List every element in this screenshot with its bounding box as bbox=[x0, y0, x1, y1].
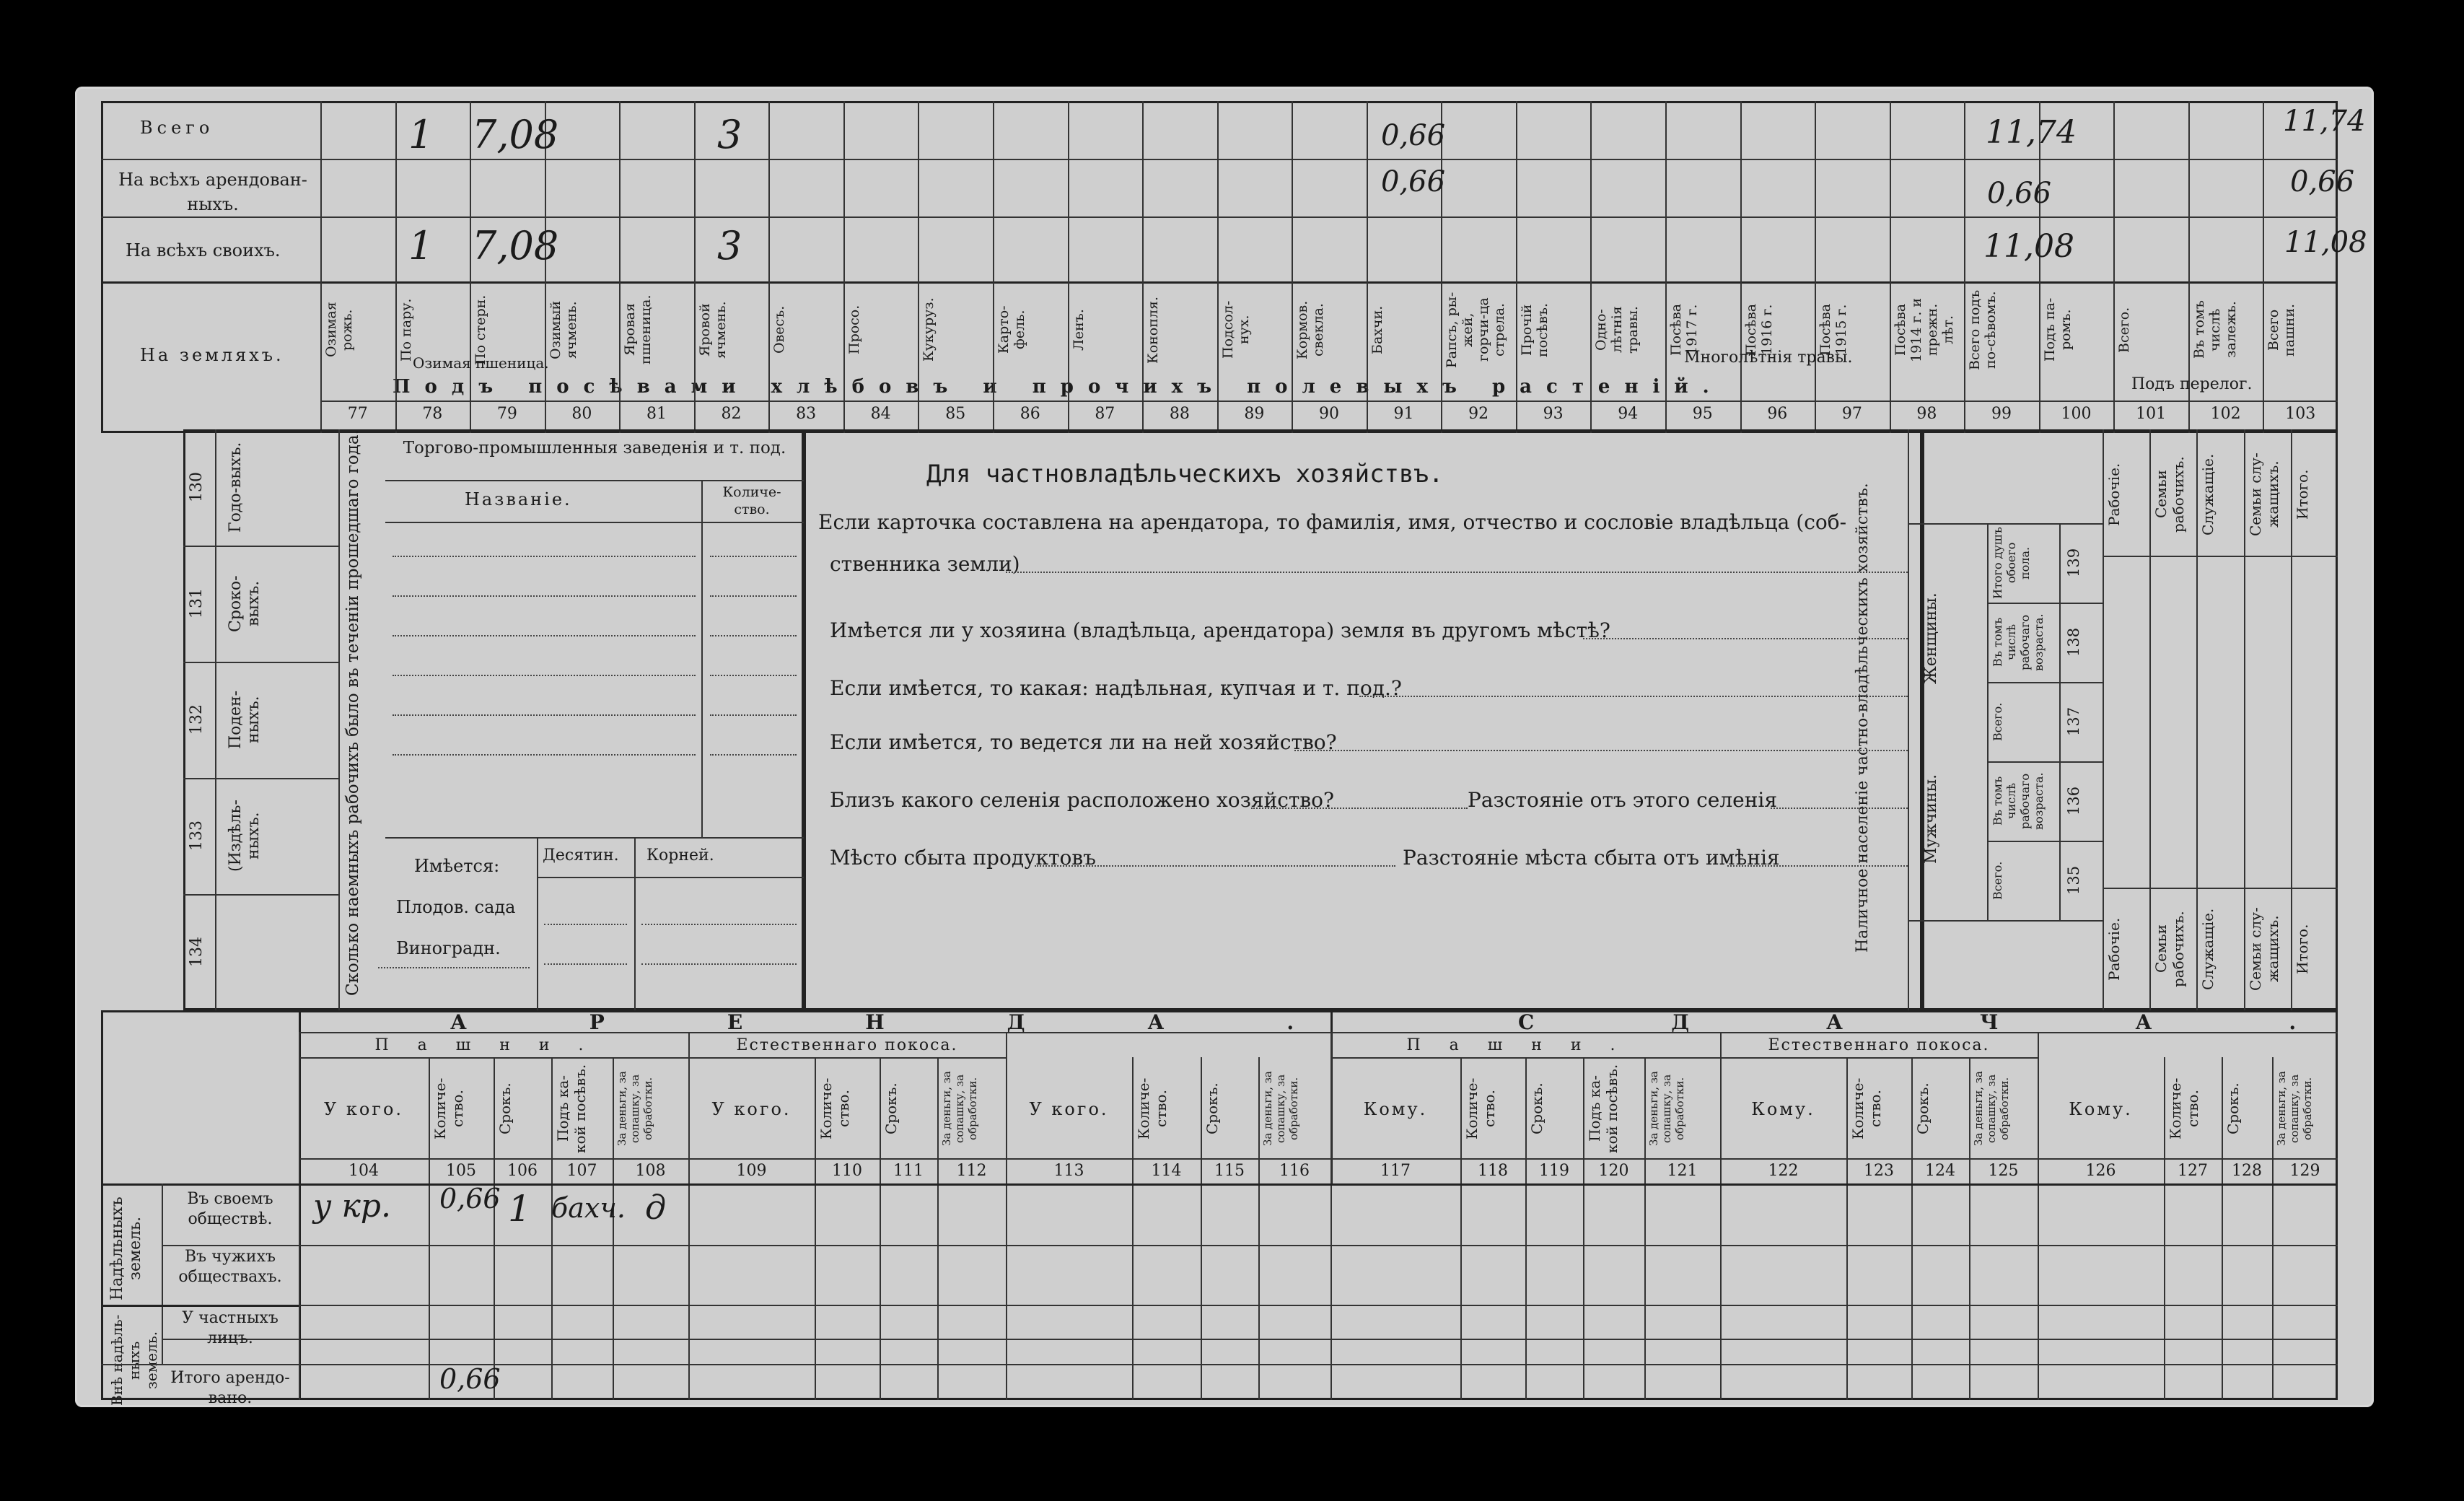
mid-right-line-b bbox=[2103, 888, 2338, 889]
hw-rented-91: 0,66 bbox=[1381, 165, 1446, 198]
hw-posev: бахч. bbox=[551, 1192, 626, 1224]
top-col-header: Всего подъ по-сѣвомъ. bbox=[1967, 289, 1999, 370]
bottom-row-line bbox=[162, 1339, 2338, 1340]
women-label: Женщины. bbox=[1922, 592, 1940, 685]
top-col-number: 88 bbox=[1169, 405, 1190, 423]
bottom-col-header: Количе-ство. bbox=[1849, 1077, 1884, 1139]
hw-kolvo: 0,66 bbox=[439, 1183, 501, 1215]
top-col-line bbox=[1516, 101, 1517, 433]
top-col-number: 100 bbox=[2061, 405, 2092, 423]
row-label-rented: На всѣхъ арендован-ныхъ. bbox=[118, 170, 307, 214]
top-col-line bbox=[768, 101, 770, 433]
top-col-number: 91 bbox=[1393, 405, 1414, 423]
top-col-number: 92 bbox=[1468, 405, 1489, 423]
bottom-col-number: 123 bbox=[1864, 1162, 1894, 1180]
bottom-col-number: 122 bbox=[1768, 1162, 1799, 1180]
bottom-group-title: Естественнаго покоса. bbox=[1768, 1036, 1990, 1054]
has-label: Имѣется: bbox=[414, 856, 500, 876]
bottom-col-header: Срокъ. bbox=[1203, 1082, 1221, 1134]
top-col-number: 78 bbox=[422, 405, 443, 423]
bottom-col-number: 114 bbox=[1151, 1162, 1182, 1180]
private-line-1: Если карточка составлена на арендатора, то фамилія, имя, отчество и сословіе владѣльца (соб- bbox=[818, 510, 1847, 534]
hw-own-99: 11,08 bbox=[1983, 228, 2074, 265]
top-col-number: 90 bbox=[1318, 405, 1339, 423]
private-title: Для частновладѣльческихъ хозяйствъ. bbox=[926, 460, 1444, 489]
bottom-group-title: Пашни. bbox=[374, 1036, 613, 1054]
bottom-col-line bbox=[1201, 1057, 1202, 1400]
bottom-col-number: 118 bbox=[1478, 1162, 1508, 1180]
top-col-number: 86 bbox=[1020, 405, 1040, 423]
top-col-header: Бахчи. bbox=[1369, 305, 1385, 354]
private-line-4: Если имѣется, то какая: надѣльная, купчая и т. под.? bbox=[830, 676, 1402, 700]
top-col-line bbox=[619, 101, 621, 433]
top-col-line bbox=[1142, 101, 1144, 433]
bottom-col-header: Срокъ. bbox=[1914, 1082, 1932, 1134]
top-col-number: 84 bbox=[870, 405, 891, 423]
row-group-vne: Внѣ надѣль-ныхъ земель. bbox=[108, 1314, 160, 1406]
top-col-number: 98 bbox=[1916, 405, 1937, 423]
pop-number: 135 bbox=[2065, 865, 2082, 896]
pop-split-b bbox=[2059, 523, 2061, 920]
mid-right-top-label: Итого. bbox=[2293, 469, 2311, 520]
top-col-header: Въ томъ числѣ залежь. bbox=[2191, 300, 2239, 359]
bottom-col-number: 108 bbox=[635, 1162, 666, 1180]
bottom-col-header: У кого. bbox=[323, 1099, 404, 1119]
pop-label: Всего. bbox=[1991, 702, 2004, 741]
mnogolet-label: Многолѣтнія травы. bbox=[1684, 349, 1853, 367]
sown-band-title: Подъ посѣвами хлѣбовъ и прочихъ полевыхъ растеній. bbox=[393, 376, 1724, 398]
bottom-col-line bbox=[1525, 1057, 1527, 1400]
pop-label: Всего. bbox=[1991, 861, 2004, 900]
top-col-header: Конопля. bbox=[1145, 296, 1162, 364]
mid-right-top-label: Семьи слу-жащихъ. bbox=[2246, 452, 2281, 536]
bottom-col-header: Количе-ство. bbox=[1463, 1077, 1498, 1139]
bottom-col-number: 124 bbox=[1925, 1162, 1955, 1180]
row-other-society: Въ чужихъ обществахъ. bbox=[178, 1248, 282, 1286]
mid-left-number: 130 bbox=[188, 472, 206, 503]
row-group-nadel: Надѣльныхъ земель. bbox=[108, 1196, 144, 1300]
bottom-col-number: 127 bbox=[2178, 1162, 2208, 1180]
roots-header: Корней. bbox=[646, 846, 714, 865]
mid-right-bottom-label: Семьи слу-жащихъ. bbox=[2246, 907, 2281, 991]
private-line-7: Разстояніе отъ этого селенія bbox=[1468, 788, 1777, 812]
top-col-number: 95 bbox=[1692, 405, 1713, 423]
bottom-col-header: За деньги, за сопашку, за обработки. bbox=[615, 1071, 654, 1146]
bottom-col-number: 105 bbox=[446, 1162, 476, 1180]
top-col-header: Подъ па-ромъ. bbox=[2041, 297, 2074, 362]
hw-total-91: 0,66 bbox=[1381, 119, 1446, 152]
top-col-header: Посѣва 1917 г. bbox=[1668, 303, 1700, 356]
bottom-col-header: Количе-ство. bbox=[2167, 1077, 2201, 1139]
top-col-header: Одно-лѣтнія травы. bbox=[1593, 306, 1641, 354]
pop-row-line bbox=[1987, 841, 2103, 842]
mid-right-bottom-label: Семьи рабочихъ. bbox=[2152, 911, 2188, 987]
pop-number: 139 bbox=[2065, 548, 2082, 578]
hw-own-82: 3 bbox=[717, 223, 742, 268]
bottom-col-line bbox=[880, 1057, 881, 1400]
bottom-col-line bbox=[1132, 1057, 1134, 1400]
private-line-8: Мѣсто сбыта продуктовъ bbox=[830, 846, 1096, 870]
mid-right-col-line bbox=[2196, 429, 2198, 1010]
top-col-number: 87 bbox=[1095, 405, 1115, 423]
top-col-line bbox=[1068, 101, 1069, 433]
top-col-header: Посѣва 1914 г. и прежн. лѣт. bbox=[1892, 297, 1956, 362]
top-col-number: 96 bbox=[1767, 405, 1788, 423]
bottom-col-line bbox=[1583, 1057, 1584, 1400]
hw-rented-99: 0,66 bbox=[1987, 177, 2052, 210]
bottom-col-header: Срокъ. bbox=[882, 1082, 900, 1134]
top-col-header: Яровой ячмень. bbox=[696, 301, 729, 359]
mid-left-number: 134 bbox=[188, 937, 206, 968]
garden-label: Плодов. сада bbox=[396, 897, 516, 917]
mid-right-top-label: Семьи рабочихъ. bbox=[2152, 456, 2188, 533]
mid-left-row-line bbox=[183, 894, 338, 896]
row-total-rented: Итого арендо-вано. bbox=[170, 1369, 290, 1407]
mid-right-col-line bbox=[2291, 429, 2292, 1010]
bottom-col-number: 119 bbox=[1539, 1162, 1569, 1180]
bottom-col-line bbox=[1969, 1057, 1970, 1400]
private-line-2: ственника земли) bbox=[830, 552, 1020, 576]
top-col-number: 77 bbox=[347, 405, 368, 423]
bottom-col-number: 121 bbox=[1667, 1162, 1698, 1180]
top-col-header: Кормов. свекла. bbox=[1294, 300, 1327, 359]
bottom-col-number: 104 bbox=[348, 1162, 379, 1180]
trade-qty-header: Количе-ство. bbox=[722, 484, 781, 517]
top-col-header: Ленъ. bbox=[1070, 309, 1087, 351]
top-col-line bbox=[1740, 101, 1742, 433]
top-col-line bbox=[1292, 101, 1293, 433]
bottom-col-header: Количе-ство. bbox=[817, 1077, 852, 1139]
top-col-header: Всего пашни. bbox=[2266, 303, 2298, 356]
pop-number: 138 bbox=[2065, 627, 2082, 657]
ozimaya-pshenitsa-label: Озимая пшеница. bbox=[413, 354, 549, 372]
pop-row-line bbox=[1987, 682, 2103, 683]
top-col-line bbox=[2113, 101, 2115, 433]
bottom-col-header: Срокъ. bbox=[1528, 1082, 1546, 1134]
bottom-col-line bbox=[937, 1057, 939, 1400]
bottom-col-number: 111 bbox=[893, 1162, 924, 1180]
population-title: Наличное населеніе частно-владѣльческихъ хозяйствъ. bbox=[1854, 483, 1872, 953]
arenda-title: АРЕНДА. bbox=[450, 1010, 1417, 1034]
top-col-line bbox=[1590, 101, 1592, 433]
bottom-col-number: 109 bbox=[736, 1162, 767, 1180]
bottom-row-line bbox=[162, 1245, 2338, 1246]
top-col-number: 79 bbox=[496, 405, 517, 423]
private-line-5: Если имѣется, то ведется ли на ней хозяйство? bbox=[830, 730, 1337, 754]
bottom-col-header: Кому. bbox=[1751, 1099, 1815, 1119]
bottom-col-number: 107 bbox=[566, 1162, 597, 1180]
bottom-group-line bbox=[688, 1032, 690, 1400]
hired-workers-note: Сколько наемныхъ рабочихъ было въ теченіи прошедшаго года. bbox=[343, 429, 362, 996]
top-col-line bbox=[694, 101, 696, 433]
mid-right-bottom-label: Служащіе. bbox=[2199, 908, 2217, 990]
hw-total-79: 7,08 bbox=[472, 112, 559, 157]
top-col-line bbox=[1217, 101, 1219, 433]
bottom-col-line bbox=[1911, 1057, 1913, 1400]
bottom-col-header: За деньги, за сопашку, за обработки. bbox=[1972, 1071, 2011, 1146]
private-line-9: Разстояніе мѣста сбыта отъ имѣнія bbox=[1403, 846, 1780, 870]
pop-number: 137 bbox=[2065, 706, 2082, 737]
bottom-col-number: 106 bbox=[507, 1162, 538, 1180]
top-col-number: 85 bbox=[945, 405, 966, 423]
top-col-line bbox=[1964, 101, 1965, 433]
bottom-col-number: 115 bbox=[1214, 1162, 1245, 1180]
hw-za: д bbox=[645, 1188, 667, 1227]
top-col-line bbox=[1665, 101, 1667, 433]
hw-total-103: 11,74 bbox=[2283, 105, 2366, 138]
mid-right-bottom-label: Рабочіе. bbox=[2105, 917, 2123, 981]
mid-right-col-line bbox=[2149, 429, 2151, 1010]
pop-edge bbox=[2103, 429, 2104, 1010]
hw-own-79: 7,08 bbox=[472, 223, 559, 268]
top-col-number: 99 bbox=[1991, 405, 2012, 423]
bottom-col-line bbox=[494, 1057, 495, 1400]
pop-label: Итого душъ обоего пола. bbox=[1991, 527, 2032, 599]
private-line-6: Близъ какого селенія расположено хозяйство? bbox=[830, 788, 1335, 812]
mid-left-label: (Издѣль-ныхъ. bbox=[227, 800, 263, 872]
top-col-line bbox=[1815, 101, 1816, 433]
row-label-own: На всѣхъ своихъ. bbox=[126, 240, 281, 261]
mid-left-number: 131 bbox=[188, 588, 206, 619]
trade-title: Торгово-промышленныя заведенія и т. под. bbox=[403, 439, 786, 458]
bottom-group-title: Естественнаго покоса. bbox=[736, 1036, 958, 1054]
hw-rented-103: 0,66 bbox=[2290, 165, 2355, 198]
bottom-col-line bbox=[1644, 1057, 1646, 1400]
mid-left-label: Поден-ныхъ. bbox=[227, 690, 263, 750]
top-col-header: Просо. bbox=[846, 305, 862, 355]
top-col-line bbox=[843, 101, 845, 433]
top-col-line bbox=[395, 101, 397, 433]
pop-row-line bbox=[1987, 603, 2103, 604]
top-col-line bbox=[918, 101, 919, 433]
top-col-header: Карто-фель. bbox=[996, 305, 1027, 354]
bottom-col-header: Подъ ка-кой посѣвъ. bbox=[554, 1064, 589, 1153]
bottom-col-line bbox=[551, 1057, 553, 1400]
pop-top-line bbox=[1908, 523, 2103, 525]
bottom-col-number: 120 bbox=[1598, 1162, 1629, 1180]
top-col-number: 80 bbox=[571, 405, 592, 423]
bottom-col-header: Количе-ство. bbox=[431, 1077, 466, 1139]
row-label-lands: На земляхъ. bbox=[140, 345, 284, 365]
bottom-col-number: 112 bbox=[956, 1162, 987, 1180]
top-col-header: Рапсъ, ры-жей, горчи-ца стрела. bbox=[1444, 292, 1508, 368]
pop-number: 136 bbox=[2065, 786, 2082, 816]
pop-label: Въ томъ числѣ рабочаго возраста. bbox=[1991, 613, 2046, 671]
top-col-line bbox=[1367, 101, 1368, 433]
top-col-number: 101 bbox=[2136, 405, 2167, 423]
top-col-line bbox=[2039, 101, 2040, 433]
bottom-col-line bbox=[1258, 1057, 1260, 1400]
bottom-group-underline bbox=[688, 1057, 1006, 1059]
bottom-col-header: За деньги, за сопашку, за обработки. bbox=[1261, 1071, 1300, 1146]
top-col-header: Озимая рожь. bbox=[323, 302, 355, 358]
mid-right-top-label: Рабочіе. bbox=[2105, 463, 2123, 526]
bottom-group-line bbox=[1330, 1032, 1332, 1400]
mid-left-label: Годо-выхъ. bbox=[227, 442, 245, 533]
mid-right-bottom-label: Итого. bbox=[2293, 924, 2311, 974]
top-col-line bbox=[2263, 101, 2264, 433]
top-col-number: 94 bbox=[1618, 405, 1639, 423]
pop-bottom-line bbox=[1908, 920, 2103, 922]
bottom-col-number: 110 bbox=[832, 1162, 862, 1180]
bottom-col-line bbox=[429, 1057, 430, 1400]
bottom-col-line bbox=[613, 1057, 614, 1400]
men-label: Мужчины. bbox=[1922, 774, 1940, 865]
mid-right-col-line bbox=[2244, 429, 2245, 1010]
top-col-line bbox=[470, 101, 471, 433]
mid-right-top-label: Служащіе. bbox=[2199, 453, 2217, 535]
private-line-3: Имѣется ли у хозяина (владѣльца, арендатора) земля въ другомъ мѣстѣ? bbox=[830, 618, 1610, 642]
top-col-line bbox=[320, 101, 322, 433]
bottom-col-number: 128 bbox=[2232, 1162, 2262, 1180]
pop-row-line bbox=[1987, 761, 2103, 763]
bottom-col-number: 126 bbox=[2085, 1162, 2116, 1180]
bottom-col-header: За деньги, за сопашку, за обработки. bbox=[1647, 1071, 1686, 1146]
top-col-number: 103 bbox=[2285, 405, 2316, 423]
bottom-col-header: У кого. bbox=[1029, 1099, 1109, 1119]
pop-split-a bbox=[1987, 523, 1989, 920]
bottom-col-header: Срокъ. bbox=[2224, 1082, 2242, 1134]
top-col-header: Посѣва 1916 г. bbox=[1742, 303, 1775, 356]
hw-total-99: 11,74 bbox=[1986, 114, 2077, 151]
mid-left-edge bbox=[338, 429, 340, 1010]
bottom-col-line bbox=[2164, 1057, 2165, 1400]
mid-left-row-line bbox=[183, 546, 338, 547]
bottom-col-header: Кому. bbox=[2069, 1099, 2133, 1119]
top-col-header: По стерн. bbox=[473, 294, 489, 365]
bottom-col-header: Количе-ство. bbox=[1135, 1077, 1170, 1139]
census-card bbox=[75, 87, 2434, 1407]
row-own-society: Въ своемъ обществѣ. bbox=[187, 1190, 273, 1228]
bottom-col-header: Срокъ. bbox=[496, 1082, 514, 1134]
bottom-group-title: Пашни. bbox=[1406, 1036, 1644, 1054]
hw-total-78: 1 bbox=[408, 112, 434, 157]
bottom-group-line bbox=[2038, 1032, 2039, 1400]
bottom-col-header: За деньги, за сопашку, за обработки. bbox=[2275, 1071, 2314, 1146]
vine-label: Виноградн. bbox=[396, 938, 501, 958]
mid-left-label: Сроко-выхъ. bbox=[227, 575, 263, 632]
top-col-header: Овесъ. bbox=[771, 305, 788, 354]
bottom-col-line bbox=[815, 1057, 816, 1400]
perelog-label: Подъ перелог. bbox=[2131, 375, 2253, 393]
bottom-group-underline bbox=[1720, 1057, 2038, 1059]
bottom-col-header: Подъ ка-кой посѣвъ. bbox=[1586, 1064, 1621, 1153]
bottom-col-header: За деньги, за сопашку, за обработки. bbox=[940, 1071, 979, 1146]
hw-total-82: 3 bbox=[717, 112, 742, 157]
bottom-col-line bbox=[2222, 1057, 2223, 1400]
bottom-group-line bbox=[1720, 1032, 1722, 1400]
top-col-number: 89 bbox=[1244, 405, 1265, 423]
sdacha-title: СДАЧА. bbox=[1518, 1010, 2434, 1034]
hw-srok: 1 bbox=[508, 1188, 531, 1230]
pop-label: Въ томъ числѣ рабочаго возраста. bbox=[1991, 772, 2046, 830]
top-col-header: Яровая пшеница. bbox=[622, 294, 654, 365]
mid-left-number: 132 bbox=[188, 704, 206, 735]
bottom-group-line bbox=[1006, 1032, 1007, 1400]
trade-name-header: Названіе. bbox=[465, 489, 572, 509]
bottom-col-number: 125 bbox=[1988, 1162, 2019, 1180]
bottom-col-header: У кого. bbox=[711, 1099, 792, 1119]
bottom-row-line bbox=[299, 1305, 2338, 1306]
top-col-header: По пару. bbox=[398, 298, 414, 362]
bottom-col-line bbox=[1460, 1057, 1462, 1400]
top-col-header: Прочій посѣвъ. bbox=[1518, 302, 1551, 357]
top-col-header: Всего. bbox=[2116, 307, 2133, 353]
mid-left-label bbox=[227, 901, 313, 1003]
row-private-persons: У частныхъ лицъ. bbox=[182, 1309, 279, 1347]
bottom-col-line bbox=[1846, 1057, 1848, 1400]
top-col-number: 102 bbox=[2210, 405, 2241, 423]
row-label-total: Всего bbox=[140, 118, 214, 138]
bottom-col-number: 129 bbox=[2289, 1162, 2320, 1180]
top-col-number: 97 bbox=[1841, 405, 1862, 423]
hw-u-kogo: у кр. bbox=[313, 1188, 391, 1225]
bottom-col-number: 116 bbox=[1279, 1162, 1310, 1180]
bottom-col-line bbox=[2272, 1057, 2274, 1400]
top-col-number: 81 bbox=[646, 405, 667, 423]
top-col-number: 82 bbox=[721, 405, 742, 423]
bottom-group-line bbox=[299, 1032, 300, 1400]
mid-right-line-a bbox=[2103, 556, 2338, 557]
mid-left-row-line bbox=[183, 662, 338, 663]
desyatin-header: Десятин. bbox=[543, 846, 619, 865]
top-col-line bbox=[1890, 101, 1891, 433]
top-col-header: Посѣва 1915 г. bbox=[1818, 303, 1850, 356]
hw-own-103: 11,08 bbox=[2284, 226, 2367, 259]
mid-left-number: 133 bbox=[188, 820, 206, 852]
hw-own-78: 1 bbox=[408, 223, 434, 268]
top-col-number: 83 bbox=[796, 405, 817, 423]
mid-left-split bbox=[215, 429, 216, 1010]
bottom-col-number: 117 bbox=[1380, 1162, 1411, 1180]
bottom-col-number: 113 bbox=[1053, 1162, 1084, 1180]
mid-left-row-line bbox=[183, 778, 338, 779]
top-col-header: Кукуруз. bbox=[921, 297, 937, 362]
hw-itogo: 0,66 bbox=[439, 1363, 501, 1395]
top-col-line bbox=[993, 101, 994, 433]
top-col-header: Озимый ячмень. bbox=[547, 300, 579, 359]
top-col-number: 93 bbox=[1543, 405, 1564, 423]
bottom-col-header: Кому. bbox=[1363, 1099, 1428, 1119]
top-col-header: Подсол-нух. bbox=[1219, 300, 1252, 359]
